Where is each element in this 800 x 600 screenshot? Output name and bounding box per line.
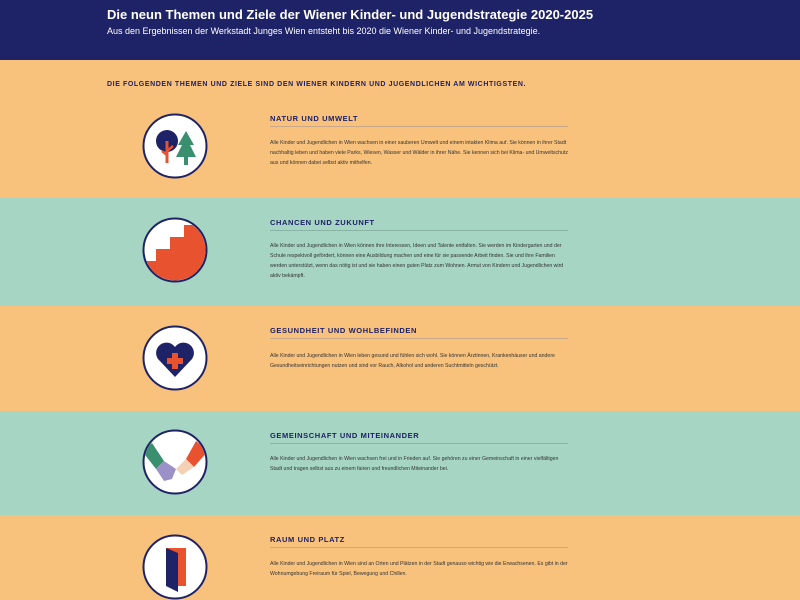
theme-title: NATUR UND UMWELT [270,114,359,123]
page-header [0,0,800,60]
stairs-icon [142,217,208,283]
intro-text: DIE FOLGENDEN THEMEN UND ZIELE SIND DEN WIENER KINDERN UND JUGENDLICHEN AM WICHTIGSTEN. [107,81,527,88]
theme-title: GEMEINSCHAFT UND MITEINANDER [270,431,420,440]
theme-section-raum [0,515,800,600]
theme-section-chancen [0,198,800,306]
theme-title: GESUNDHEIT UND WOHLBEFINDEN [270,326,418,335]
theme-description: Alle Kinder und Jugendlichen in Wien wachsen frei und in Frieden auf. Sie gehören zu einer Gemeinschaft in einer vielfältigen Stadt und tragen selbst aus zu einem fairen und freundlichen Miteinander bei. [270,456,559,472]
tree-icon [142,113,208,179]
page-title: Die neun Themen und Ziele der Wiener Kinder- und Jugendstrategie 2020-2025 [107,7,594,22]
door-icon [142,534,208,600]
theme-section-natur [0,60,800,198]
theme-section-gemeinschaft [0,411,800,515]
handshake-icon [142,429,208,495]
theme-section-gesundheit [0,306,800,411]
divider [270,230,568,231]
divider [270,338,568,339]
page-subtitle: Aus den Ergebnissen der Werkstadt Junges Wien entsteht bis 2020 die Wiener Kinder- und Jugendstrategie. [107,26,541,36]
divider [270,443,568,444]
theme-description: Alle Kinder und Jugendlichen in Wien sind an Orten und Plätzen in der Stadt genauso wichtig wie die Erwachsenen. Es gibt in der Wohnumgebung Freiraum für Spiel, Bewegung und Chillen. [270,561,568,577]
theme-description: Alle Kinder und Jugendlichen in Wien leben gesund und fühlen sich wohl. Sie können Ärztinnen, Krankenhäuser und andere Gesundheitseinrichtungen nutzen und sind vor Rauch, Alkohol und anderen Suchtmitteln geschützt. [270,353,555,369]
divider [270,547,568,548]
theme-description: Alle Kinder und Jugendlichen in Wien wachsen in einer sauberen Umwelt und einem intakten Klima auf. Sie können in ihrer Stadt nachhaltig leben und haben viele Parks, Wiesen, Wasser und Wälder in ihrer Nähe. Sie kennen sich bei Klima- und Umweltschutz aus und können dabei selbst aktiv mithelfen. [270,140,568,166]
divider [270,126,568,127]
theme-title: RAUM UND PLATZ [270,535,345,544]
theme-title: CHANCEN UND ZUKUNFT [270,218,375,227]
theme-description: Alle Kinder und Jugendlichen in Wien können ihre Interessen, Ideen und Talente entfalten. Sie werden im Kindergarten und der Schule respektvoll gefördert, können eine Ausbildung machen und eine für sie passende Arbeit finden. Sie und ihre Familien werden unterstützt, wenn das nötig ist und sie haben einen guten Platz zum Wohnen. Armut von Kindern und Jugendlichen wird aktiv bekämpft. [270,243,564,279]
heart-cross-icon [142,325,208,391]
